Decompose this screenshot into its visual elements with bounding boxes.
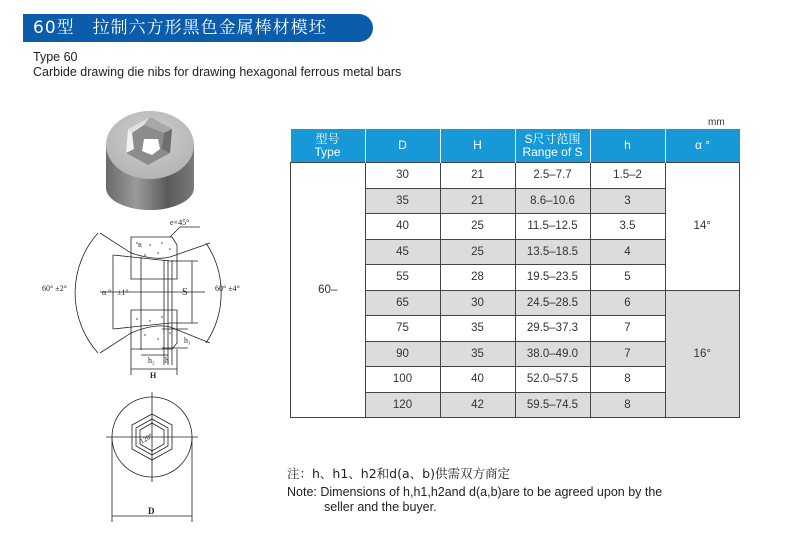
angle-label: 120° — [138, 431, 155, 446]
table-row: 75 35 29.5–37.3 7 — [291, 316, 740, 342]
table-row: 35 21 8.6–10.6 3 — [291, 188, 740, 214]
col-d: D — [365, 129, 440, 163]
col-h: h — [590, 129, 665, 163]
type-cell: 60– — [291, 163, 366, 418]
h-label: h — [165, 356, 169, 365]
unit-label: mm — [708, 117, 725, 128]
col-type: 型号 Type — [291, 129, 366, 163]
table-row: 120 42 59.5–74.5 8 — [291, 392, 740, 418]
col-range-s: S尺寸范围 Range of S — [515, 129, 590, 163]
note-english-line2: seller and the buyer. — [324, 500, 437, 514]
note-english-line1: Note: Dimensions of h,h1,h2and d(a,b)are to be agreed upon by the — [287, 485, 663, 499]
description: Carbide drawing die nibs for drawing hexagonal ferrous metal bars — [33, 65, 402, 79]
col-h-total: H — [440, 129, 515, 163]
table-row: 45 25 13.5–18.5 4 — [291, 239, 740, 265]
r-label: R — [138, 243, 143, 249]
right-angle-label: 60° ±4° — [215, 284, 240, 293]
model-label: 60型 — [33, 18, 75, 38]
left-angle-label: 60° ±2° — [42, 284, 67, 293]
table-row: 100 40 52.0–57.5 8 — [291, 367, 740, 393]
s-label: S — [182, 287, 188, 298]
section-drawing — [40, 215, 260, 380]
subtitle — [33, 50, 401, 80]
table-row: 90 35 38.0–49.0 7 — [291, 341, 740, 367]
note-english — [287, 485, 757, 515]
die-nib-photo — [100, 103, 200, 213]
title-cn: 拉制六方形黑色金属棒材模坯 — [92, 18, 327, 38]
alpha-label: α ° — [102, 288, 112, 297]
H-label: H — [150, 371, 157, 380]
col-alpha: α ° — [665, 129, 740, 163]
angle-group-1: 14° — [665, 163, 740, 291]
d-label: D — [148, 506, 155, 516]
note-chinese: 注：h、h1、h2和d(a、b)供需双方商定 — [287, 466, 510, 481]
title-banner — [23, 14, 373, 42]
h1-label: h₁ — [184, 336, 191, 345]
table-row: 55 28 19.5–23.5 5 — [291, 265, 740, 291]
table-row: 60– 30 21 2.5–7.7 1.5–2 14° — [291, 163, 740, 189]
top-view-drawing — [40, 390, 260, 530]
spec-table — [290, 129, 740, 418]
table-row: 40 25 11.5–12.5 3.5 — [291, 214, 740, 240]
type-line: Type 60 — [33, 50, 78, 64]
table-row: 65 30 24.5–28.5 6 16° — [291, 290, 740, 316]
alpha-tol-label: ±1° — [117, 288, 129, 297]
angle-group-2: 16° — [665, 290, 740, 418]
h2-label: h₂ — [148, 356, 155, 365]
table-header-row — [291, 129, 740, 163]
chamfer-label: e×45° — [170, 218, 190, 227]
